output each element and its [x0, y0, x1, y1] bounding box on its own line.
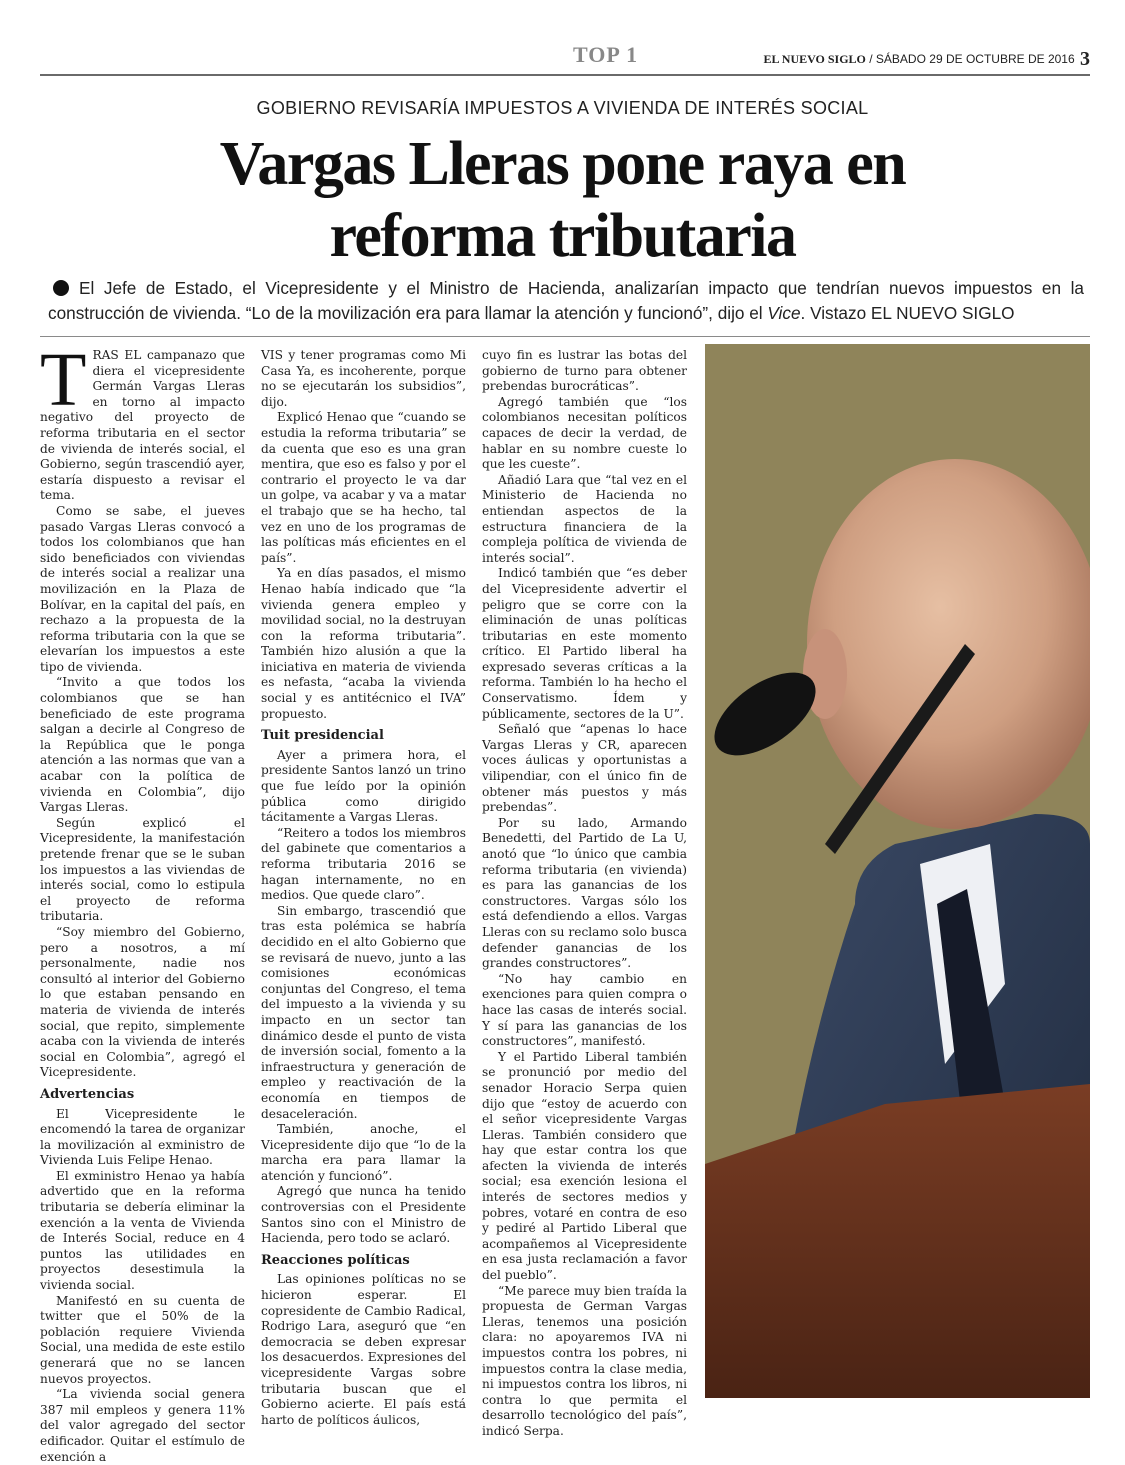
paragraph: “No hay cambio en exenciones para quien compra o hace las casas de interés social. Y sí para las ganancias de los constructores”, manifestó. — [482, 971, 687, 1049]
paragraph: “Invito a que todos los colombianos que se han beneficiado de este programa salgan a decirle al Congreso de la República que le ponga atención a las normas que van a acabar con la política de vivienda en Colombia”, dijo Vargas Lleras. — [40, 675, 245, 815]
article-column-2 — [261, 348, 466, 1428]
paragraph: Ya en días pasados, el mismo Henao había indicado que “la vivienda genera empleo y movilidad social, no la destruyan con la reforma tributaria”. También hizo alusión a que la iniciativa en materia de vivienda es nefasta, “acaba la vivienda social y es antitécnico el IVA” propuesto. — [261, 566, 466, 721]
paragraph: Agregó que nunca ha tenido controversias con el Presidente Santos sino con el Ministro de Hacienda, pero todo se aclaró. — [261, 1184, 466, 1246]
paragraph: VIS y tener programas como Mi Casa Ya, es incoherente, porque no se ejecutarán los subsidios”, dijo. — [261, 348, 466, 409]
paragraph: “La vivienda social genera 387 mil empleos y genera 11% del valor agregado del sector edificador. Quitar el estímulo de exención a — [40, 1387, 245, 1464]
speaker-head — [807, 459, 1090, 829]
paragraph: También, anoche, el Vicepresidente dijo que “lo de la marcha era para llamar la atención y funcionó”. — [261, 1122, 466, 1183]
subheading: Tuit presidencial — [261, 728, 384, 744]
page-folio — [763, 48, 1090, 71]
paragraph: Sin embargo, trascendió que tras esta polémica se habría decidido en el alto Gobierno que se revisará de nuevo, junto a las comisiones económicas conjuntas del Congreso, el tema del impuesto a la vivienda y su impacto en un sector tan dinámico desde el punto de vista de inversión social, fomento a la infraestructura y generación de empleo y reactivación de la economía en tiempos de desaceleración. — [261, 903, 466, 1121]
paragraph: Añadió Lara que “tal vez en el Ministerio de Hacienda no entiendan aspectos de la estructura financiera de la compleja política de vivienda de interés social”. — [482, 472, 687, 565]
drop-cap: T — [40, 338, 87, 422]
issue-date: / SÁBADO 29 DE OCTUBRE DE 2016 — [869, 52, 1075, 66]
deck — [48, 276, 1084, 326]
paragraph: Como se sabe, el jueves pasado Vargas Lleras convocó a todos los colombianos que han sido beneficiados con viviendas de interés social a realizar una movilización en la Plaza de Bolívar, en la capital del país, en rechazo a la propuesta de la reforma tributaria con la que se elevarían los impuestos a este tipo de vivienda. — [40, 503, 245, 674]
page-number: 3 — [1080, 48, 1090, 70]
article-column-3 — [482, 348, 687, 1440]
paragraph: Según explicó el Vicepresidente, la manifestación pretende frenar que se le suban los impuestos a las viviendas de interés social, como lo estipula el proyecto de reforma tributaria. — [40, 815, 245, 924]
divider — [40, 336, 1090, 337]
deck-text-2: . Vistazo EL NUEVO SIGLO — [800, 303, 1015, 323]
paragraph: Agregó también que “los colombianos necesitan políticos capaces de decir la verdad, de hablar en su nombre cueste lo que les cueste”. — [482, 394, 687, 472]
paragraph: cuyo fin es lustrar las botas del gobierno de turno para obtener prebendas burocráticas”. — [482, 348, 687, 394]
headline-line-2: reforma tributaria — [329, 202, 796, 270]
paragraph: Ayer a primera hora, el presidente Santos lanzó un trino que fue leído por la opinión pública como dirigido tácitamente a Vargas Lleras. — [261, 747, 466, 825]
deck-vice: Vice — [767, 303, 801, 323]
lead-text: RAS EL campanazo que diera el vicepresidente Germán Vargas Lleras en torno al impacto negativo del proyecto de reforma tributaria en el sector de vivienda de interés social, el Gobierno, según trascendió ayer, estaría dispuesto a revisar el tema. — [40, 348, 245, 503]
paragraph: “Soy miembro del Gobierno, pero a nosotros, a mí personalmente, nadie nos consultó al interior del Gobierno lo que estaban pensando en materia de vivienda de interés social, que repito, simplemente acaba con la vivienda de interés social en Colombia”, agregó el Vicepresidente. — [40, 924, 245, 1080]
paragraph: Manifestó en su cuenta de twitter que el 50% de la población requiere Vivienda Social, una medida de este estilo generará que no se lancen nuevos proyectos. — [40, 1293, 245, 1386]
paragraph: El exministro Henao ya había advertido que en la reforma tributaria se debería eliminar la exención a la venta de Vivienda de Interés Social, reduce en 4 puntos las utilidades en proyectos desestimula la vivienda social. — [40, 1168, 245, 1293]
section-label: TOP 1 — [573, 42, 639, 67]
paragraph: Y el Partido Liberal también se pronunció por medio del senador Horacio Serpa quien dijo que “estoy de acuerdo con el señor vicepresidente Vargas Lleras. También considero que hay que estar contra los que afecten la vivienda de interés social; esa exención lesiona el interés de sectores medios y pobres, votaré en contra de eso y pediré al Partido Liberal que acompañemos al Vicepresidente en esa justa reclamación a favor del pueblo”. — [482, 1049, 687, 1283]
speaker-photo — [705, 344, 1090, 1398]
paragraph: “Reitero a todos los miembros del gabinete que comentarios a reforma tributaria 2016 se hagan internamente, no en medios. Que quede claro”. — [261, 825, 466, 903]
bullet-icon — [53, 280, 69, 296]
paragraph: “Me parece muy bien traída la propuesta de German Vargas Lleras, tenemos una posición clara: no apoyaremos IVA ni impuestos contra los pobres, ni impuestos contra la clase media, ni impuestos contra los libros, ni contra lo que permita el desarrollo tecnológico del país”, indicó Serpa. — [482, 1283, 687, 1438]
subheading: Advertencias — [40, 1086, 135, 1102]
subheading: Reacciones políticas — [261, 1252, 410, 1268]
page-header — [40, 38, 1090, 76]
speaker-illustration — [705, 344, 1090, 1398]
paragraph: Explicó Henao que “cuando se estudia la reforma tributaria” se da cuenta que eso es una gran mentira, que eso es falso y por el contrario el proyecto le va dar un golpe, va acabar y va a matar el trabajo que se ha hecho, tal vez en uno de los programas de las políticas más eficientes en el país”. — [261, 410, 466, 565]
kicker: GOBIERNO REVISARÍA IMPUESTOS A VIVIENDA DE INTERÉS SOCIAL — [256, 98, 869, 118]
paragraph: Indicó también que “es deber del Vicepresidente advertir el peligro que se corre con la eliminación de unas políticas tributarias en este momento crítico. El Partido liberal ha expresado severas críticas a la reforma. También lo ha hecho el Conservatismo. Ídem y públicamente, sectores de la U”. — [482, 566, 687, 721]
paragraph: Señaló que “apenas lo hace Vargas Lleras y CR, aparecen voces áulicas y oportunistas a vilipendiar, con el único fin de obtener más puestos y más prebendas”. — [482, 722, 687, 815]
paper-name: EL NUEVO SIGLO — [763, 52, 866, 66]
headline — [60, 128, 1065, 272]
paragraph: Por su lado, Armando Benedetti, del Partido de La U, anotó que “lo único que cambia reforma tributaria (en vivienda) es para las ganancias de los constructores. Vargas sólo los está defendiendo a ellos. Vargas Lleras con su reclamo solo busca defender ganancias de los grandes constructores”. — [482, 815, 687, 971]
lead-paragraph — [40, 338, 245, 504]
paragraph: Las opiniones políticas no se hicieron esperar. El copresidente de Cambio Radical, Rodrigo Lara, aseguró que “en democracia se deben expresar los desacuerdos. Expresiones del vicepresidente Vargas sobre tributaria buscan que el Gobierno acierte. El país está harto de políticos áulicos, — [261, 1272, 466, 1427]
article-column-1 — [40, 338, 245, 1465]
paragraph: El Vicepresidente le encomendó la tarea de organizar la movilización al exministro de Vivienda Luis Felipe Henao. — [40, 1106, 245, 1168]
headline-line-1: Vargas Lleras pone raya en — [219, 130, 906, 198]
deck-text-1: El Jefe de Estado, el Vicepresidente y el Ministro de Hacienda, analizarían impacto que tendrían nuevos impuestos en la construcción de vivienda. “Lo de la movilización era para llamar la atención y funcionó”, dijo el — [48, 278, 1084, 323]
